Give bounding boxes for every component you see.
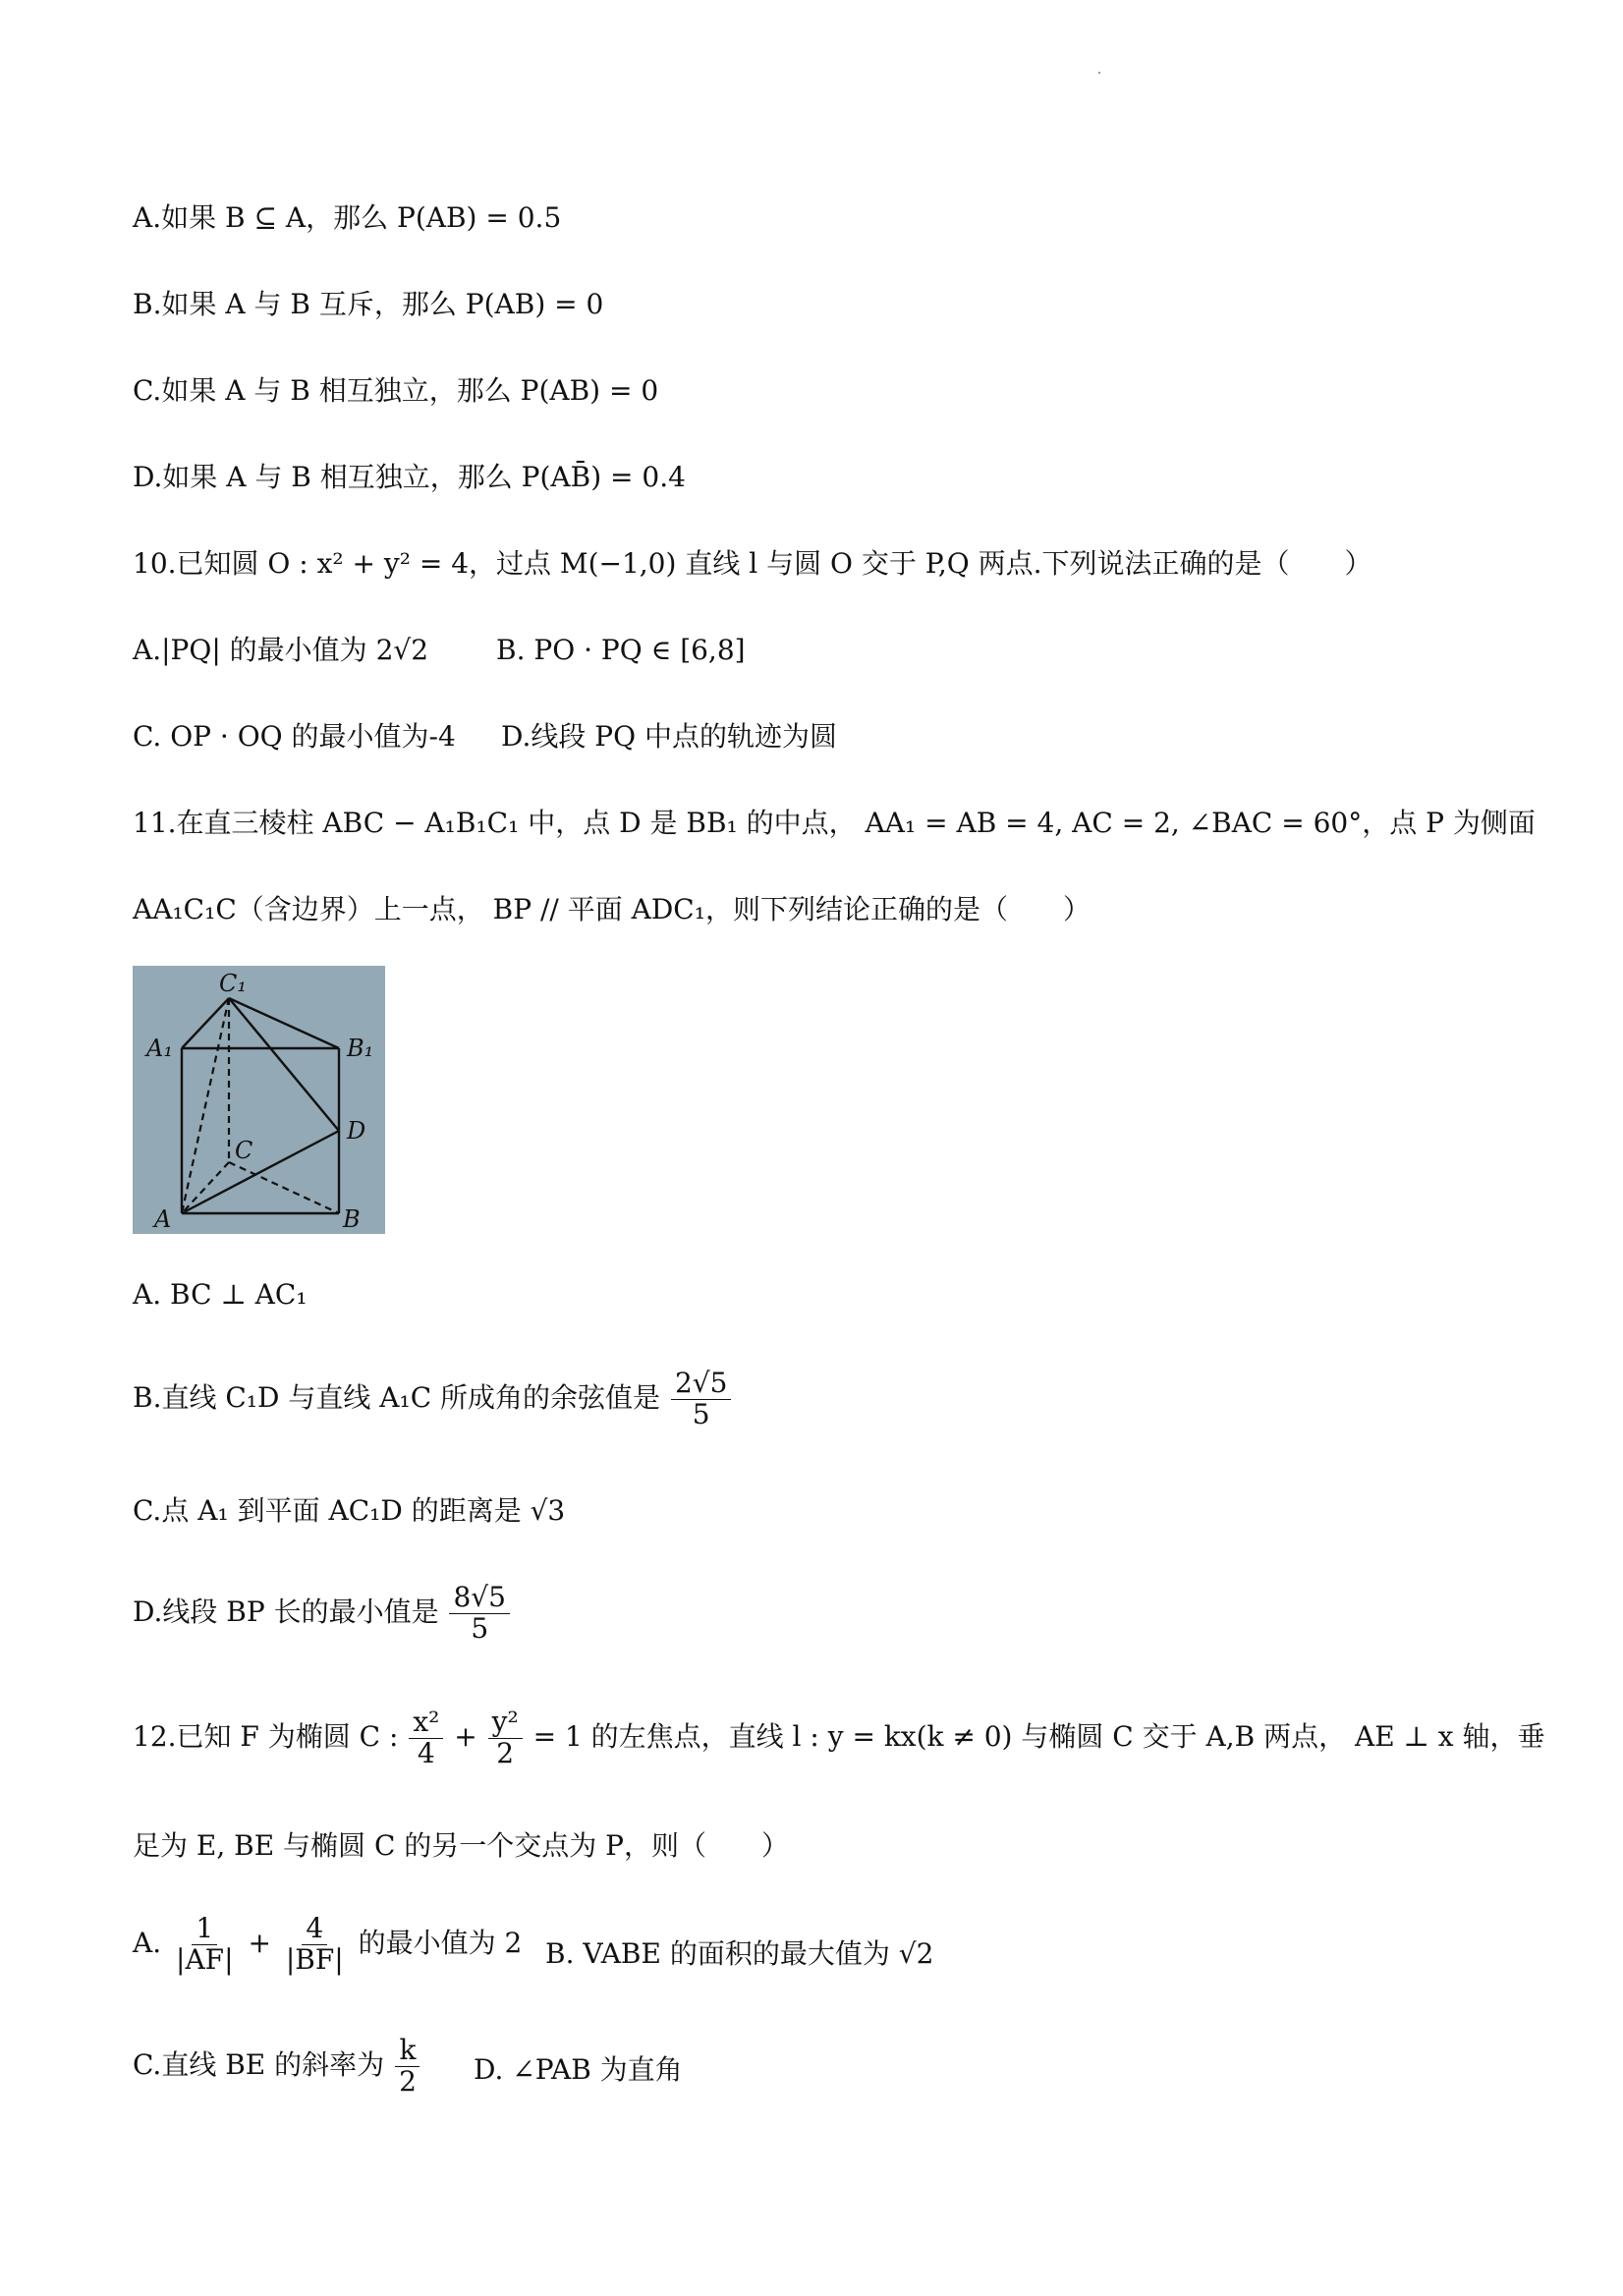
label-a: A [154, 1205, 172, 1233]
q12-option-b: B. VABE 的面积的最大值为 √2 [545, 1937, 934, 1970]
fraction-denominator: |AF| [176, 1942, 234, 1976]
q11-stem-line1: 11.在直三棱柱 ABC − A₁B₁C₁ 中，点 D 是 BB₁ 的中点， AA₁ = AB = 4, AC = 2, ∠BAC = 60°，点 P 为侧面 [133, 807, 1536, 839]
fraction-numerator: 2√5 [671, 1369, 731, 1400]
q9-option-c: C.如果 A 与 B 相互独立，那么 P(AB) = 0 [133, 374, 659, 407]
q11-option-b-text: B.直线 C₁D 与直线 A₁C 所成角的余弦值是 [133, 1380, 661, 1414]
label-a1: A₁ [146, 1035, 173, 1062]
q12-option-c-fraction [395, 2036, 420, 2098]
q11-option-d-fraction [449, 1583, 509, 1645]
ellipse-x-term [409, 1708, 443, 1769]
plus-sign: + [454, 1719, 477, 1753]
q12-option-a [133, 1914, 522, 1976]
fraction-numerator: 4 [302, 1914, 327, 1945]
fraction-numerator: 8√5 [449, 1583, 509, 1614]
q11-option-c: C.点 A₁ 到平面 AC₁D 的距离是 √3 [133, 1494, 566, 1527]
prism-diagram [133, 966, 385, 1234]
q10-option-d: D.线段 PQ 中点的轨迹为圆 [501, 720, 837, 753]
q12-stem-part2: = 1 的左焦点，直线 l : y = kx(k ≠ 0) 与椭圆 C 交于 A,B 两点， AE ⊥ x 轴，垂 [532, 1719, 1545, 1753]
q12-stem-part1: 12.已知 F 为椭圆 C : [133, 1719, 399, 1753]
q9-option-d: D.如果 A 与 B 相互独立，那么 P(AB̄) = 0.4 [133, 461, 686, 493]
q9-option-a: A.如果 B ⊆ A，那么 P(AB) = 0.5 [133, 201, 562, 234]
q11-stem-line2: AA₁C₁C（含边界）上一点， BP // 平面 ADC₁，则下列结论正确的是（ ） [133, 893, 1091, 925]
q11-option-b-fraction [671, 1369, 731, 1430]
q12-stem-line2: 足为 E, BE 与椭圆 C 的另一个交点为 P，则（ ） [133, 1829, 790, 1862]
q12-option-a-fraction-2 [282, 1914, 348, 1976]
label-c1: C₁ [219, 970, 247, 997]
fraction-denominator: 5 [692, 1397, 710, 1430]
q12-option-a-text: 的最小值为 2 [358, 1926, 523, 1959]
q12-option-d: D. ∠PAB 为直角 [474, 2053, 683, 2086]
q12-option-c-text: C.直线 BE 的斜率为 [133, 2047, 385, 2081]
q10-option-a: A.|PQ| 的最小值为 2√2 [133, 634, 429, 666]
q9-option-b: B.如果 A 与 B 互斥，那么 P(AB) = 0 [133, 288, 604, 320]
fraction-numerator: 1 [192, 1914, 217, 1945]
fraction-denominator: |BF| [285, 1942, 344, 1976]
label-d: D [347, 1117, 366, 1145]
fraction-numerator: k [395, 2036, 420, 2067]
q10-option-c: C. OP · OQ 的最小值为-4 [133, 720, 456, 753]
label-b: B [343, 1205, 361, 1233]
q11-option-d-text: D.线段 BP 长的最小值是 [133, 1595, 439, 1628]
q12-option-a-fraction-1 [172, 1914, 238, 1976]
label-c: C [235, 1137, 253, 1164]
ellipse-y-term [488, 1708, 523, 1769]
fraction-denominator: 5 [471, 1611, 489, 1645]
scan-speck [1098, 72, 1100, 74]
plus-sign: + [248, 1926, 271, 1959]
q10-option-b: B. PO · PQ ∈ [6,8] [496, 634, 746, 666]
prism-figure [133, 966, 385, 1234]
fraction-denominator: 2 [399, 2064, 417, 2098]
fraction-numerator: x² [409, 1708, 443, 1739]
q12-option-a-label: A. [133, 1926, 162, 1959]
label-b1: B₁ [347, 1035, 374, 1062]
fraction-numerator: y² [488, 1708, 523, 1739]
q11-option-a: A. BC ⊥ AC₁ [133, 1278, 308, 1311]
q11-option-b [133, 1369, 733, 1430]
q10-stem: 10.已知圆 O : x² + y² = 4，过点 M(−1,0) 直线 l 与圆 O 交于 P,Q 两点.下列说法正确的是（ ） [133, 547, 1372, 580]
q12-option-c [133, 2036, 422, 2098]
fraction-denominator: 2 [496, 1736, 515, 1769]
q11-option-d [133, 1583, 512, 1645]
q12-stem-line1 [133, 1708, 1544, 1769]
fraction-denominator: 4 [417, 1736, 435, 1769]
